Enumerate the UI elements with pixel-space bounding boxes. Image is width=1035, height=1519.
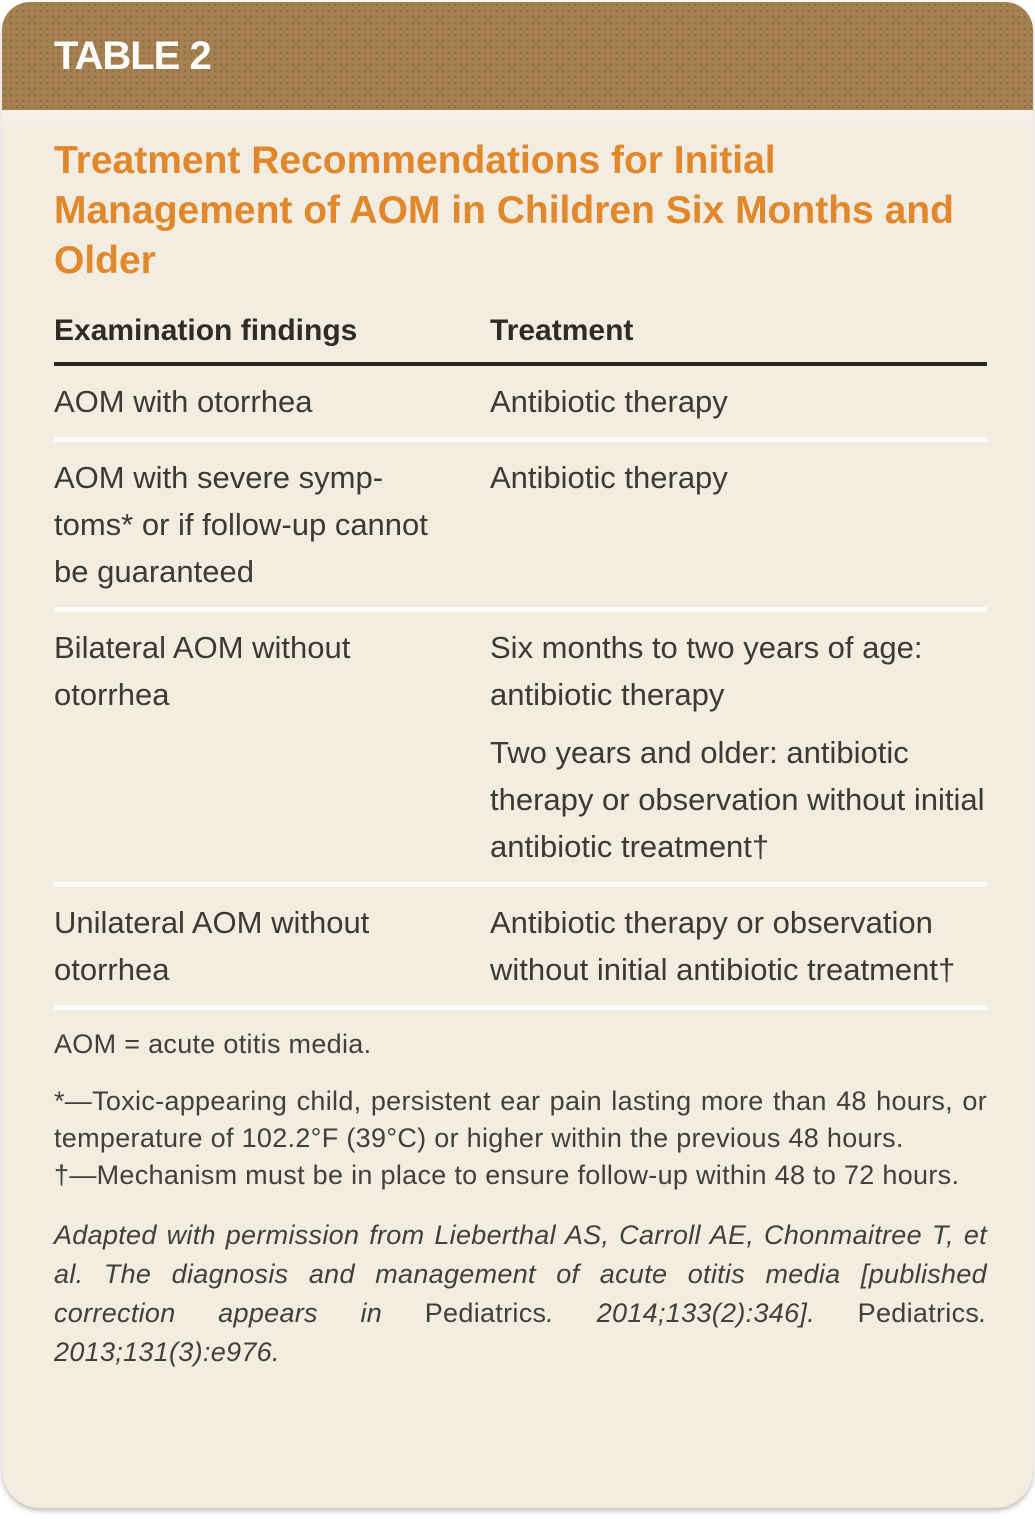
treatment-cell — [490, 624, 987, 870]
treatment-paragraph: Antibiotic therapy — [490, 384, 728, 419]
treatment-paragraph: Antibiotic therapy or observation without initial antibiotic treatment† — [490, 905, 956, 987]
finding-cell: Bilateral AOM without otorrhea — [54, 630, 351, 712]
table-header-row — [54, 308, 987, 366]
citation-segment: Adapted with permission from Lieberthal AS, Carroll AE, Chonmaitree T, et al. The diagnosis and management of acute otitis media [published correction appears in — [54, 1220, 987, 1328]
treatment-cell — [490, 454, 987, 595]
footnote-asterisk: *—Toxic-appearing child, persistent ear pain lasting more than 48 hours, or temperature of 102.2°F (39°C) or higher within the previous 48 hours. — [54, 1086, 987, 1153]
table-row — [54, 887, 987, 1010]
column-header-examination-findings: Examination findings — [54, 314, 358, 347]
table-title: Treatment Recommendations for Initial Management of AOM in Children Six Months and Older — [54, 139, 954, 282]
column-header-treatment: Treatment — [490, 314, 634, 347]
citation-segment: . 2013;131(3):e976. — [54, 1298, 987, 1367]
table-card — [2, 2, 1033, 1508]
citation-segment: . 2014;133(2):346]. — [546, 1298, 858, 1328]
treatment-paragraph: Six months to two years of age: antibiotic therapy — [490, 630, 923, 712]
footnote-dagger: †—Mechanism must be in place to ensure follow-up within 48 to 72 hours. — [54, 1160, 960, 1190]
finding-cell: Unilateral AOM without otorrhea — [54, 905, 370, 987]
table-row — [54, 366, 987, 442]
footnotes-section — [54, 1010, 987, 1372]
table-banner — [2, 2, 1033, 110]
source-citation — [54, 1216, 987, 1372]
treatment-cell — [490, 899, 987, 993]
table-row — [54, 612, 987, 887]
citation-journal-name: Pediatrics — [857, 1298, 980, 1328]
card-body — [2, 110, 1033, 1372]
citation-journal-name: Pediatrics — [424, 1298, 547, 1328]
treatment-table — [54, 308, 987, 1010]
table-row — [54, 442, 987, 612]
finding-cell: AOM with severe symptoms* or if follow-up cannot be guaranteed — [54, 460, 428, 589]
table-number-label: TABLE 2 — [54, 33, 211, 78]
treatment-cell — [490, 378, 987, 425]
treatment-paragraph: Antibiotic therapy — [490, 460, 728, 495]
treatment-paragraph: Two years and older: antibiotic therapy or observation without initial antibiotic treatment† — [490, 735, 985, 864]
footnote-abbreviation: AOM = acute otitis media. — [54, 1029, 372, 1059]
finding-cell: AOM with otorrhea — [54, 384, 313, 419]
